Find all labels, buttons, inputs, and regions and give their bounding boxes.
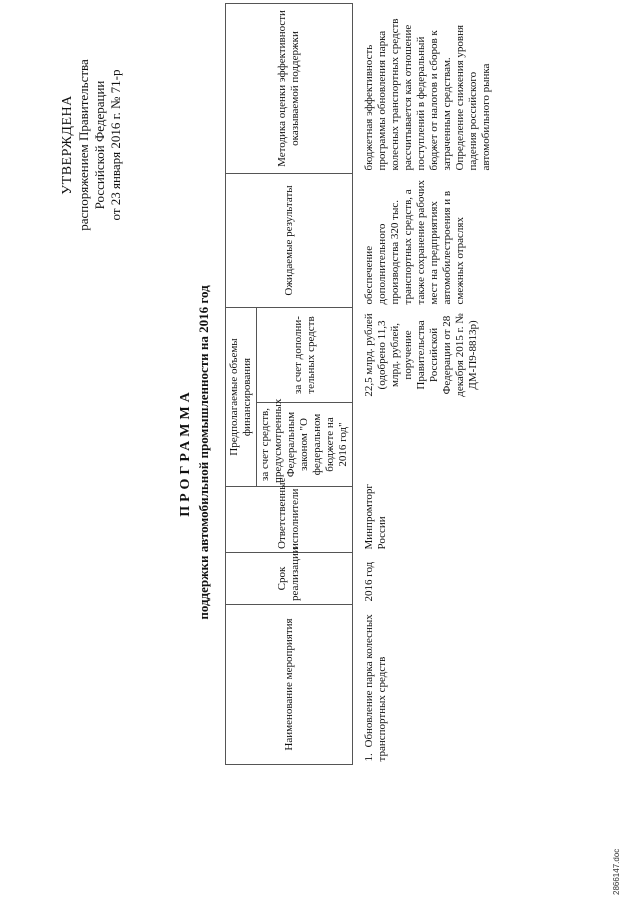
row-name: Обновление парка колесных транспортных средств	[363, 614, 388, 762]
header-responsible: Ответственные исполнители	[226, 487, 353, 553]
document-subtitle: поддержки автомобильной промышленности на 2016 год	[196, 285, 211, 620]
cell-funding-budget	[353, 403, 496, 487]
header-term: Срок реализации	[226, 553, 353, 605]
cell-results: обеспечение дополнительного производства 320 тыс. транспортных средств, а также сохранение рабочих мест на предприятиях автомобилестроения и в смежных отраслях	[363, 179, 466, 305]
header-results: Ожидаемые результаты	[226, 173, 353, 307]
approval-line-2: Российской Федерации	[92, 80, 107, 210]
table-row	[353, 3, 496, 764]
approval-line-1: распоряжением Правительства	[76, 59, 91, 231]
cell-funding-extra: 22,5 млрд. рублей (одобрено 11,3 млрд. рублей, поручение Правительства Российской Федерации от 28 декабря 2015 г. № ДМ-П9-8813р)	[363, 313, 479, 397]
cell-name	[353, 605, 496, 765]
program-table	[225, 3, 495, 765]
header-funding: Предполагаемые объемы финансирования	[226, 307, 257, 486]
row-number: 1.	[363, 753, 375, 762]
cell-term: 2016 год	[363, 561, 375, 602]
header-name: Наименование мероприятия	[226, 605, 353, 765]
approval-heading: УТВЕРЖДЕНА	[60, 95, 75, 195]
header-funding-budget: за счет средств, предусмотренных Федеральным законом "О федеральном бюджете на 2016 год"	[257, 403, 353, 487]
approval-stamp	[60, 15, 124, 275]
approval-line-3: от 23 января 2016 г. № 71-р	[108, 69, 123, 221]
document-title: ПРОГРАММА	[178, 388, 193, 517]
cell-responsible: Минпромторг России	[363, 484, 388, 550]
header-method: Методика оценки эффективности оказываемой поддержки	[226, 3, 353, 173]
table-header-row	[226, 3, 257, 764]
document-file-id: 2866147.doc	[612, 848, 621, 895]
cell-method: бюджетная эффективность программы обновления парка колесных транспортных средств рассчитывается как отношение поступлений в федеральный бюджет от налогов и сборов к затраченным средствам. Определение снижения уровня падения российского автомобильного рынка	[363, 18, 492, 171]
header-funding-extra: за счет дополни-тельных средств	[257, 307, 353, 402]
